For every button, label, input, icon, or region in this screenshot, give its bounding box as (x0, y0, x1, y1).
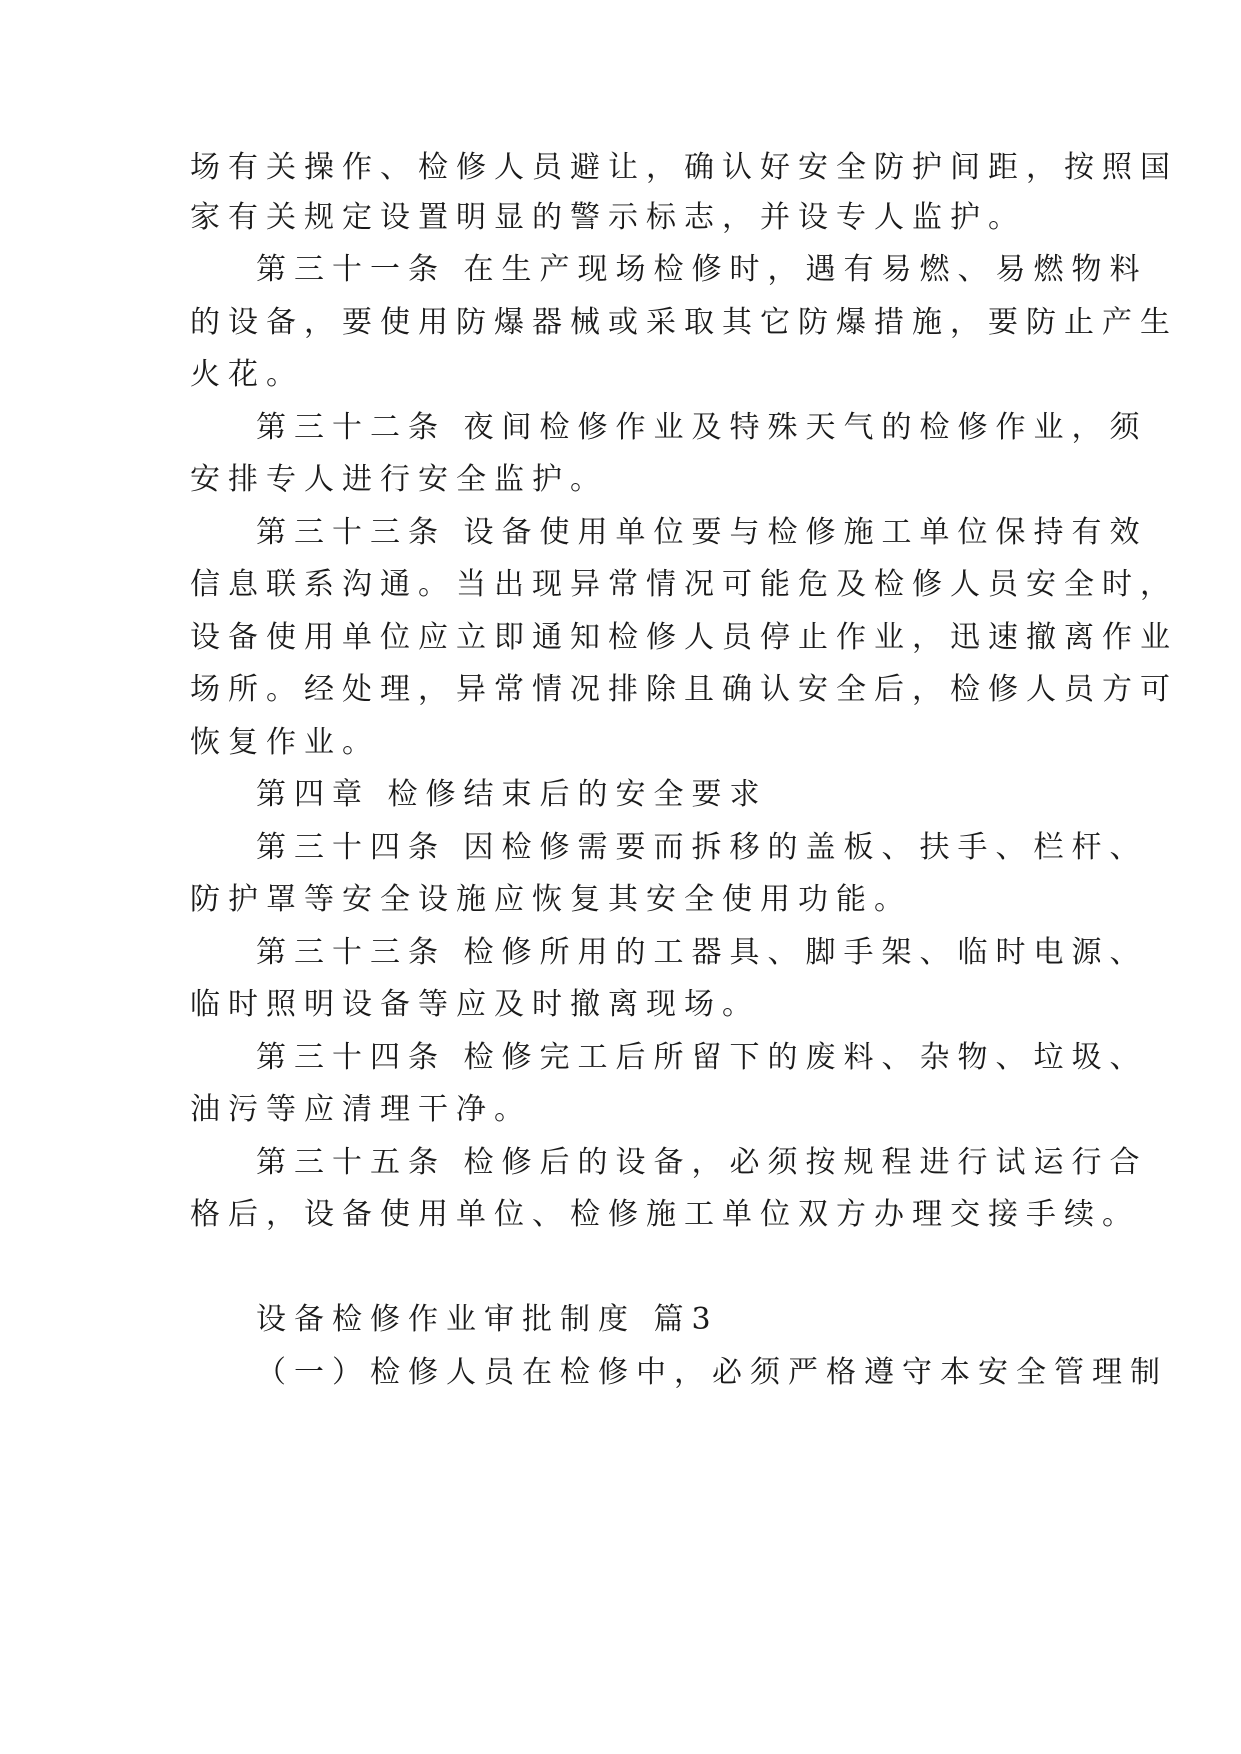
text-line: 油污等应清理干净。 (190, 1092, 532, 1127)
text-line: 第三十四条 因检修需要而拆移的盖板、扶手、栏杆、 (256, 830, 1148, 865)
text-line: 临时照明设备等应及时撤离现场。 (190, 987, 760, 1022)
section-title: 设备检修作业审批制度 篇3 (256, 1302, 719, 1337)
text-line: （一）检修人员在检修中，必须严格遵守本安全管理制 (256, 1355, 1168, 1390)
text-line: 防护罩等安全设施应恢复其安全使用功能。 (190, 882, 912, 917)
text-line: 场所。经处理，异常情况排除且确认安全后，检修人员方可 (190, 672, 1178, 707)
text-line: 火花。 (190, 357, 304, 392)
text-line: 场有关操作、检修人员避让，确认好安全防护间距，按照国 (190, 150, 1178, 185)
text-line: 第三十四条 检修完工后所留下的废料、杂物、垃圾、 (256, 1040, 1148, 1075)
text-line: 第三十三条 检修所用的工器具、脚手架、临时电源、 (256, 935, 1148, 970)
text-line: 第三十一条 在生产现场检修时，遇有易燃、易燃物料 (256, 252, 1148, 287)
chapter-heading: 第四章 检修结束后的安全要求 (256, 777, 768, 812)
text-line: 家有关规定设置明显的警示标志，并设专人监护。 (190, 200, 1026, 235)
text-line: 第三十五条 检修后的设备，必须按规程进行试运行合 (256, 1145, 1148, 1180)
text-line: 第三十二条 夜间检修作业及特殊天气的检修作业，须 (256, 410, 1148, 445)
text-line: 安排专人进行安全监护。 (190, 462, 608, 497)
text-line: 恢复作业。 (190, 725, 380, 760)
text-line: 第三十三条 设备使用单位要与检修施工单位保持有效 (256, 515, 1148, 550)
text-line: 信息联系沟通。当出现异常情况可能危及检修人员安全时， (190, 567, 1178, 602)
text-line: 的设备，要使用防爆器械或采取其它防爆措施，要防止产生 (190, 305, 1178, 340)
text-line: 格后，设备使用单位、检修施工单位双方办理交接手续。 (190, 1197, 1140, 1232)
text-line: 设备使用单位应立即通知检修人员停止作业，迅速撤离作业 (190, 620, 1178, 655)
